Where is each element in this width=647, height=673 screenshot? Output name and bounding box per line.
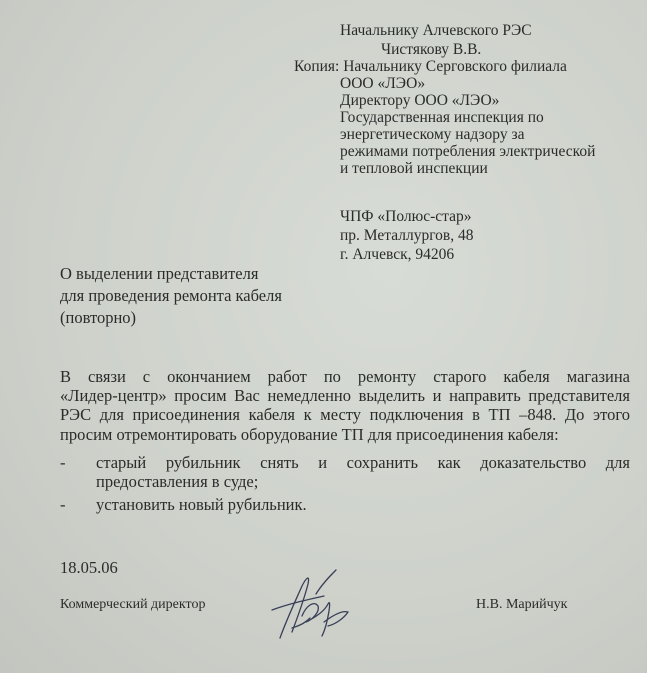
list-item-line: старый рубильник снять и сохранить как доказательство для: [96, 453, 630, 472]
addressee-line: Государственная инспекция по: [340, 109, 544, 126]
addressee-line: энергетическому надзору за: [340, 126, 525, 143]
subject-line: (повторно): [60, 308, 137, 327]
handwritten-signature-icon: [262, 566, 362, 646]
letter-date: 18.05.06: [60, 558, 118, 577]
body-line: просим отремонтировать оборудование ТП для присоединения кабеля:: [60, 425, 559, 444]
subject-line: О выделении представителя: [60, 264, 259, 283]
subject-line: для проведения ремонта кабеля: [60, 286, 282, 305]
body-line: В связи с окончанием работ по ремонту старого кабеля магазина: [60, 367, 630, 386]
list-item-line: установить новый рубильник.: [96, 495, 307, 514]
addressee-line: Директору ООО «ЛЭО»: [340, 92, 500, 109]
addressee-line: и тепловой инспекции: [340, 160, 488, 177]
signatory-name: Н.В. Марийчук: [476, 597, 568, 612]
sender-street: пр. Металлургов, 48: [340, 227, 474, 244]
body-line: РЭС для присоединения кабеля к месту подключения в ТП –848. До этого: [60, 405, 630, 424]
addressee-line: Копия: Начальнику Серговского филиала: [294, 58, 567, 75]
addressee-line: Чистякову В.В.: [381, 41, 482, 58]
body-line: «Лидер-центр» просим Вас немедленно выделить и направить представителя: [60, 386, 630, 405]
sender-name: ЧПФ «Полюс-стар»: [340, 208, 472, 225]
addressee-line: ООО «ЛЭО»: [340, 75, 426, 92]
list-item-line: предоставления в суде;: [96, 472, 259, 491]
addressee-line: режимами потребления электрической: [340, 143, 596, 160]
bullet-marker: -: [60, 495, 66, 514]
signatory-position: Коммерческий директор: [60, 597, 206, 612]
sender-city: г. Алчевск, 94206: [340, 246, 455, 263]
addressee-line: Начальнику Алчевского РЭС: [340, 22, 532, 39]
bullet-marker: -: [60, 453, 66, 472]
